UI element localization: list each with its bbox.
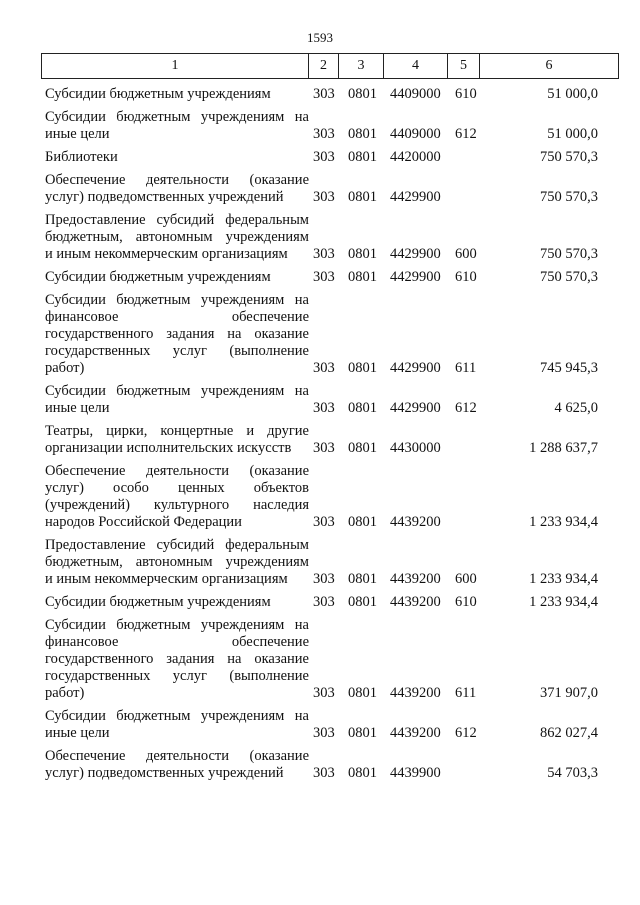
table-row [0,594,640,611]
row-code-c4: 4439200 [390,725,441,741]
column-header-3: 3 [339,54,384,79]
table-row [0,463,640,531]
row-code-c5: 612 [455,400,477,416]
row-amount: 1 233 934,4 [529,571,598,587]
description-line: Субсидии бюджетным учреждениям на [45,617,309,633]
description-line: Субсидии бюджетным учреждениям [45,594,271,610]
description-line: и иным некоммерческим организациям [45,246,288,262]
row-code-c2: 303 [313,269,335,285]
page-number: 1593 [307,30,333,45]
row-code-c3: 0801 [348,725,377,741]
description-line: Субсидии бюджетным учреждениям на [45,708,309,724]
description-line: государственных услуг (выполнение [45,343,309,359]
row-code-c4: 4439200 [390,685,441,701]
row-description [45,109,309,143]
column-header-4: 4 [384,54,448,79]
row-code-c3: 0801 [348,514,377,530]
row-code-c3: 0801 [348,685,377,701]
description-line: бюджетным, автономным учреждениям [45,229,309,245]
row-amount: 1 288 637,7 [529,440,598,456]
row-code-c5: 610 [455,269,477,285]
row-description [45,149,309,166]
description-line: услуг) особо ценных объектов [45,480,309,496]
row-code-c5: 610 [455,594,477,610]
row-code-c2: 303 [313,514,335,530]
row-code-c4: 4429900 [390,400,441,416]
row-code-c2: 303 [313,685,335,701]
column-header-6: 6 [480,54,619,79]
row-code-c4: 4429900 [390,360,441,376]
row-code-c3: 0801 [348,246,377,262]
description-line: финансовое обеспечение [45,634,309,650]
description-line: иные цели [45,725,110,741]
row-code-c5: 611 [455,360,477,376]
table-row [0,172,640,206]
description-line: Субсидии бюджетным учреждениям на [45,383,309,399]
row-description [45,463,309,531]
row-amount: 51 000,0 [547,126,598,142]
table-row [0,212,640,263]
row-code-c3: 0801 [348,126,377,142]
description-line: государственного задания на оказание [45,651,309,667]
row-code-c4: 4409000 [390,126,441,142]
row-code-c3: 0801 [348,594,377,610]
row-description [45,172,309,206]
description-line: Обеспечение деятельности (оказание [45,463,309,479]
row-code-c2: 303 [313,126,335,142]
description-line: Предоставление субсидий федеральным [45,537,309,553]
row-code-c2: 303 [313,765,335,781]
table-row [0,383,640,417]
row-amount: 750 570,3 [540,246,598,262]
row-code-c4: 4409000 [390,86,441,102]
table-row [0,537,640,588]
row-code-c4: 4429900 [390,246,441,262]
row-amount: 371 907,0 [540,685,598,701]
description-line: работ) [45,360,85,376]
row-description [45,212,309,263]
row-amount: 745 945,3 [540,360,598,376]
row-code-c4: 4439200 [390,571,441,587]
description-line: Субсидии бюджетным учреждениям на [45,292,309,308]
description-line: Субсидии бюджетным учреждениям [45,86,271,102]
table-row [0,423,640,457]
row-code-c3: 0801 [348,149,377,165]
row-code-c5: 610 [455,86,477,102]
row-code-c5: 611 [455,685,477,701]
row-code-c3: 0801 [348,269,377,285]
row-description [45,594,309,611]
description-line: Обеспечение деятельности (оказание [45,748,309,764]
description-line: государственного задания на оказание [45,326,309,342]
table-row [0,292,640,377]
row-code-c4: 4430000 [390,440,441,456]
description-line: иные цели [45,126,110,142]
row-description [45,423,309,457]
row-code-c4: 4429900 [390,189,441,205]
row-description [45,86,309,103]
row-description [45,269,309,286]
row-code-c5: 612 [455,126,477,142]
row-amount: 1 233 934,4 [529,594,598,610]
row-amount: 750 570,3 [540,269,598,285]
row-code-c3: 0801 [348,440,377,456]
row-code-c2: 303 [313,400,335,416]
table-row [0,748,640,782]
row-code-c3: 0801 [348,189,377,205]
column-header-1: 1 [42,54,309,79]
description-line: Театры, цирки, концертные и другие [45,423,309,439]
row-code-c2: 303 [313,594,335,610]
description-line: Предоставление субсидий федеральным [45,212,309,228]
row-description [45,748,309,782]
row-code-c2: 303 [313,440,335,456]
row-amount: 750 570,3 [540,189,598,205]
description-line: Субсидии бюджетным учреждениям на [45,109,309,125]
row-amount: 1 233 934,4 [529,514,598,530]
table-row [0,86,640,103]
row-code-c2: 303 [313,725,335,741]
description-line: Библиотеки [45,149,118,165]
row-code-c4: 4439200 [390,594,441,610]
row-code-c5: 600 [455,246,477,262]
row-code-c3: 0801 [348,360,377,376]
description-line: Обеспечение деятельности (оказание [45,172,309,188]
row-amount: 4 625,0 [554,400,598,416]
row-code-c2: 303 [313,149,335,165]
row-code-c2: 303 [313,360,335,376]
column-header-2: 2 [309,54,339,79]
row-amount: 862 027,4 [540,725,598,741]
row-code-c4: 4439200 [390,514,441,530]
row-code-c3: 0801 [348,86,377,102]
row-description [45,292,309,377]
table-row [0,109,640,143]
row-code-c2: 303 [313,86,335,102]
row-code-c5: 600 [455,571,477,587]
row-amount: 51 000,0 [547,86,598,102]
description-line: организации исполнительских искусств [45,440,292,456]
row-code-c5: 612 [455,725,477,741]
description-line: иные цели [45,400,110,416]
table-row [0,149,640,166]
row-amount: 54 703,3 [547,765,598,781]
description-line: работ) [45,685,85,701]
description-line: бюджетным, автономным учреждениям [45,554,309,570]
row-code-c4: 4420000 [390,149,441,165]
row-description [45,708,309,742]
description-line: и иным некоммерческим организациям [45,571,288,587]
row-code-c2: 303 [313,189,335,205]
description-line: услуг) подведомственных учреждений [45,765,284,781]
description-line: финансовое обеспечение [45,309,309,325]
description-line: государственных услуг (выполнение [45,668,309,684]
table-row [0,617,640,702]
row-amount: 750 570,3 [540,149,598,165]
description-line: (учреждений) культурного наследия [45,497,309,513]
row-description [45,617,309,702]
row-code-c3: 0801 [348,571,377,587]
table-row [0,269,640,286]
row-code-c4: 4439900 [390,765,441,781]
row-code-c3: 0801 [348,400,377,416]
description-line: услуг) подведомственных учреждений [45,189,284,205]
row-code-c3: 0801 [348,765,377,781]
row-code-c2: 303 [313,571,335,587]
row-code-c2: 303 [313,246,335,262]
row-code-c4: 4429900 [390,269,441,285]
description-line: народов Российской Федерации [45,514,242,530]
table-row [0,708,640,742]
description-line: Субсидии бюджетным учреждениям [45,269,271,285]
column-header-row [42,54,619,79]
row-description [45,537,309,588]
row-description [45,383,309,417]
column-header-5: 5 [448,54,480,79]
column-header-table [41,53,619,79]
